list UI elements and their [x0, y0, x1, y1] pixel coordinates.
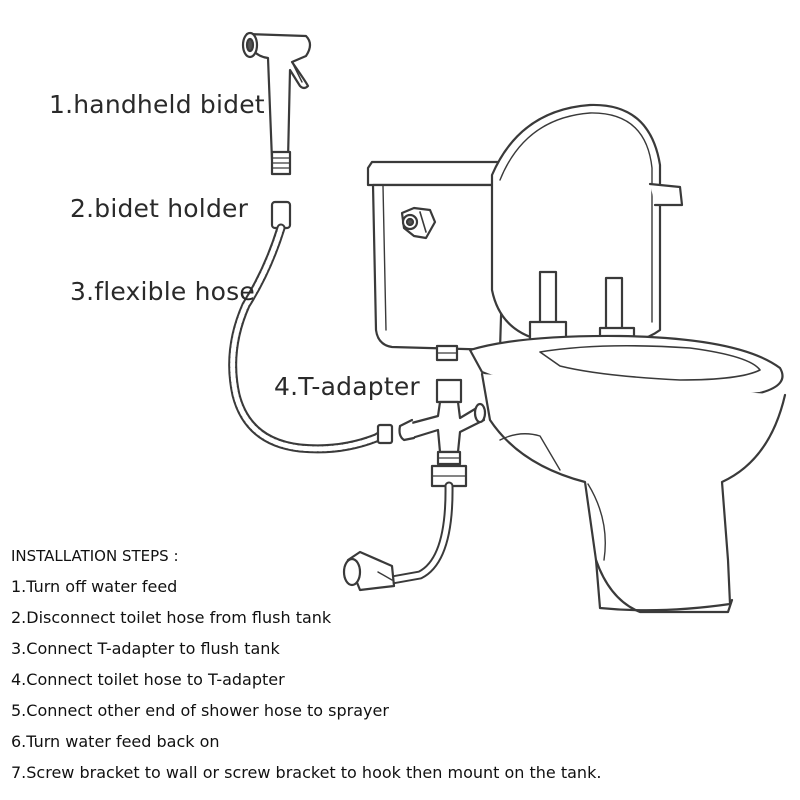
tank-body	[373, 185, 505, 350]
step-item: 7.Screw bracket to wall or screw bracket to hook then mount on the tank.	[11, 763, 602, 782]
hinge-left	[540, 272, 556, 328]
label-flexible-hose: 3.flexible hose	[70, 277, 255, 306]
steps-heading: INSTALLATION STEPS :	[11, 547, 179, 565]
installation-steps	[11, 545, 601, 793]
step-item: 5.Connect other end of shower hose to sprayer	[11, 701, 389, 720]
tank-lid	[368, 162, 510, 185]
flexible-hose-icon	[233, 202, 392, 449]
step-item: 4.Connect toilet hose to T-adapter	[11, 670, 285, 689]
label-handheld-bidet: 1.handheld bidet	[49, 90, 265, 119]
step-item: 6.Turn water feed back on	[11, 732, 220, 751]
toilet-illustration	[368, 105, 785, 612]
seat-lid	[492, 105, 660, 345]
hinge-right	[606, 278, 622, 334]
label-t-adapter: 4.T-adapter	[274, 372, 420, 401]
label-bidet-holder: 2.bidet holder	[70, 194, 249, 223]
step-item: 2.Disconnect toilet hose from flush tank	[11, 608, 332, 627]
step-item: 3.Connect T-adapter to flush tank	[11, 639, 280, 658]
step-item: 1.Turn off water feed	[11, 577, 178, 596]
